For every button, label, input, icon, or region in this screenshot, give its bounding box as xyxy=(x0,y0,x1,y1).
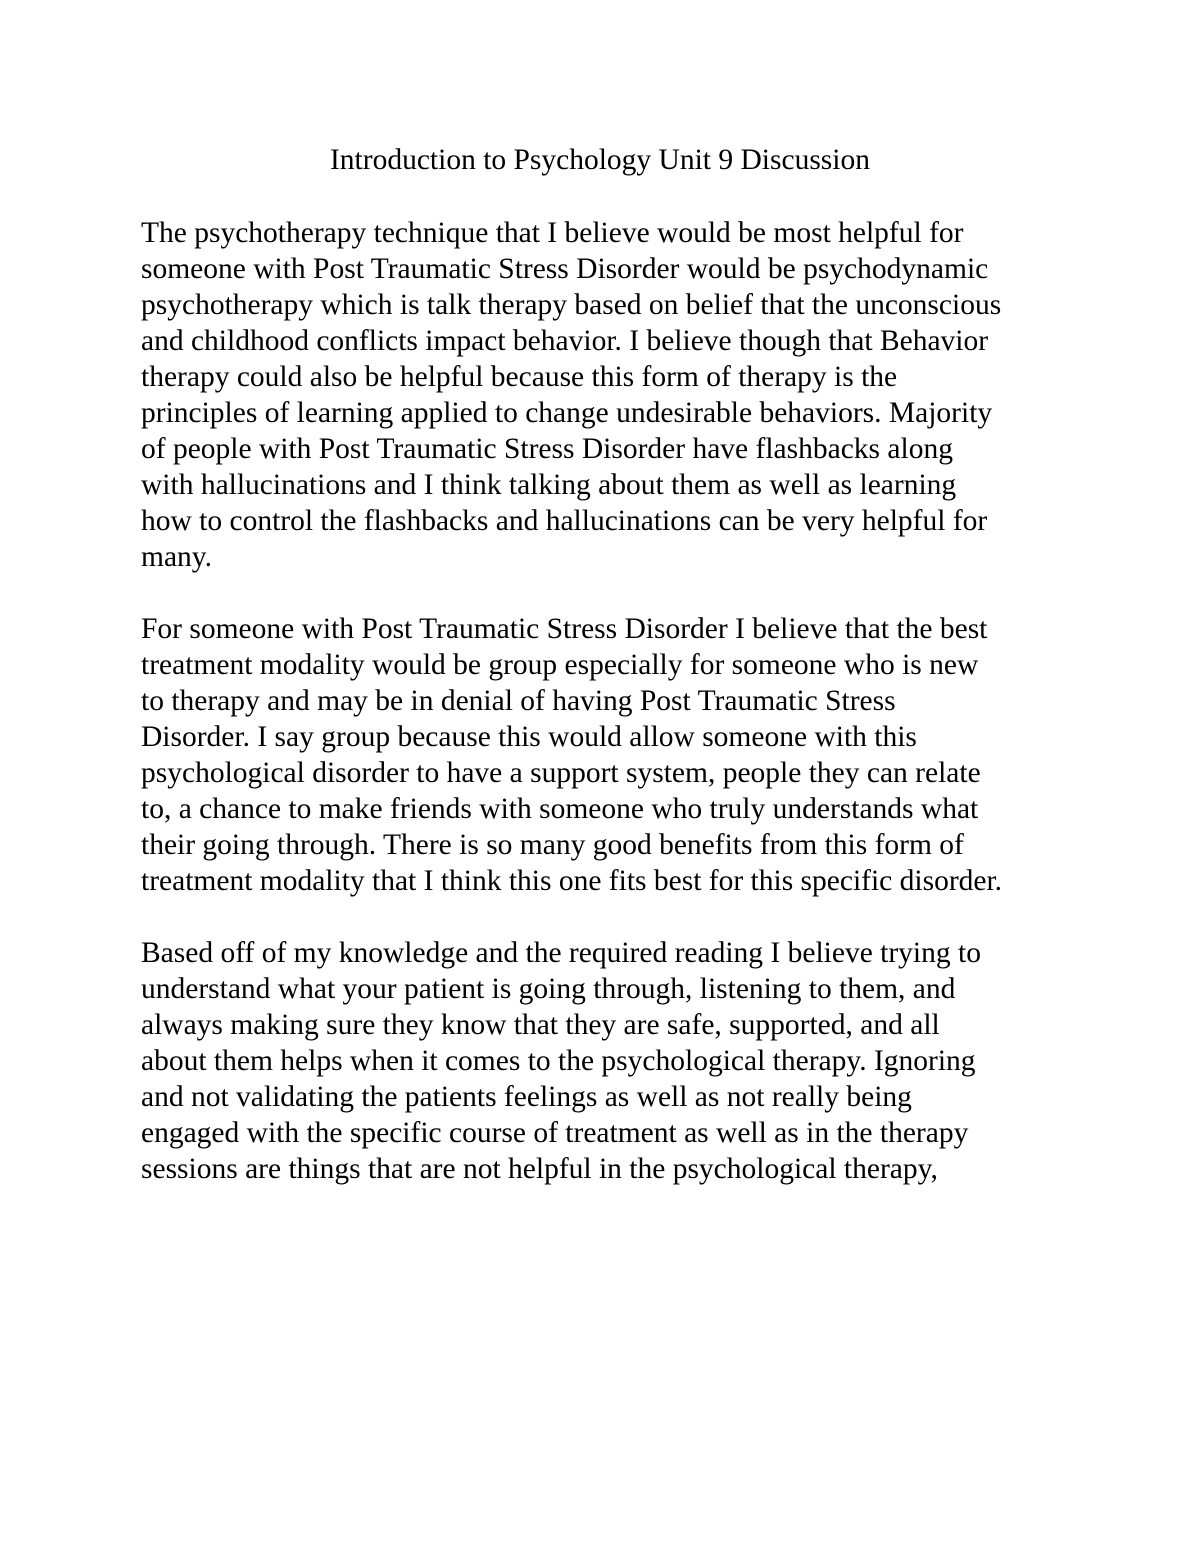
paragraph-line: to therapy and may be in denial of having Post Traumatic Stress xyxy=(141,685,896,717)
paragraph-line: their going through. There is so many good benefits from this form of xyxy=(141,829,964,861)
paragraph-line: how to control the flashbacks and hallucinations can be very helpful for xyxy=(141,505,988,537)
paragraph-line: treatment modality that I think this one fits best for this specific disorder. xyxy=(141,865,1003,897)
paragraph-line: psychological disorder to have a support system, people they can relate xyxy=(141,757,981,789)
paragraph-line: about them helps when it comes to the psychological therapy. Ignoring xyxy=(141,1045,976,1077)
paragraph-line: The psychotherapy technique that I believe would be most helpful for xyxy=(141,217,964,249)
paragraph-line: many. xyxy=(141,541,212,573)
paragraph-line: of people with Post Traumatic Stress Disorder have flashbacks along xyxy=(141,433,953,465)
paragraph-line: to, a chance to make friends with someone who truly understands what xyxy=(141,793,979,825)
paragraph-line: someone with Post Traumatic Stress Disorder would be psychodynamic xyxy=(141,253,989,285)
paragraph-line: therapy could also be helpful because this form of therapy is the xyxy=(141,361,898,393)
paragraph-line: and childhood conflicts impact behavior. I believe though that Behavior xyxy=(141,325,989,357)
paragraph-line: with hallucinations and I think talking about them as well as learning xyxy=(141,469,957,501)
paragraph-1 xyxy=(141,215,1101,575)
paragraph-line: sessions are things that are not helpful in the psychological therapy, xyxy=(141,1153,938,1185)
paragraph-line: For someone with Post Traumatic Stress Disorder I believe that the best xyxy=(141,613,988,645)
paragraph-line: principles of learning applied to change undesirable behaviors. Majority xyxy=(141,397,993,429)
paragraph-line: always making sure they know that they are safe, supported, and all xyxy=(141,1009,940,1041)
document-title: Introduction to Psychology Unit 9 Discussion xyxy=(329,144,870,176)
paragraph-2 xyxy=(141,611,1101,899)
paragraph-line: Disorder. I say group because this would allow someone with this xyxy=(141,721,917,753)
paragraph-line: understand what your patient is going through, listening to them, and xyxy=(141,973,956,1005)
paragraph-line: psychotherapy which is talk therapy based on belief that the unconscious xyxy=(141,289,1002,321)
paragraph-line: Based off of my knowledge and the required reading I believe trying to xyxy=(141,937,981,969)
paragraph-line: engaged with the specific course of treatment as well as in the therapy xyxy=(141,1117,969,1149)
paragraph-line: treatment modality would be group especially for someone who is new xyxy=(141,649,979,681)
paragraph-3 xyxy=(141,935,1101,1187)
paragraph-line: and not validating the patients feelings as well as not really being xyxy=(141,1081,912,1113)
